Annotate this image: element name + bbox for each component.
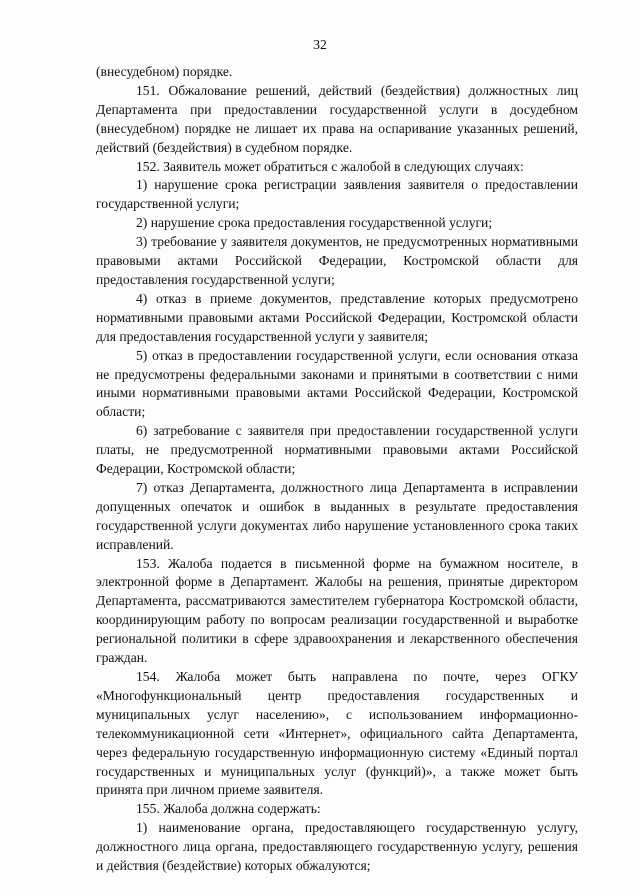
list-item-152-5: 5) отказ в предоставлении государственной услуги, если основания отказа не предусмотрены федеральными законами и принятыми в соответствии с ними иными нормативными правовыми актами Российской Федерации, Костромской области; [96,347,578,420]
paragraph-155: 155. Жалоба должна содержать: [136,801,321,817]
list-item-152-7: 7) отказ Департамента, должностного лица Департамента в исправлении допущенных опечаток и ошибок в выданных в результате предоставления государственной услуги документах либо нарушение установленного срока таких исправлений. [96,479,578,552]
paragraph-154: 154. Жалоба может быть направлена по почте, через ОГКУ «Многофункциональный центр предоставления государственных и муниципальных услуг населению», с использованием информационно-телекоммуникационной сети «Интернет», официального сайта Департамента, через федеральную государственную информационную систему «Единый портал государственных и муниципальных услуг (функций)», а также может быть принята при личном приеме заявителя. [96,669,578,798]
paragraph-153: 153. Жалоба подается в письменной форме на бумажном носителе, в электронной форме в Департамент. Жалобы на решения, принятые директором Департамента, рассматриваются заместителем губернатора Костромской области, координирующим работу по вопросам реализации государственной и выработке региональной политики в сфере здравоохранения и лекарственного обеспечения граждан. [96,555,578,666]
list-item-152-2: 2) нарушение срока предоставления государственной услуги; [136,215,493,231]
list-item-152-3: 3) требование у заявителя документов, не предусмотренных нормативными правовыми актами Российской Федерации, Костромской области для предоставления государственной услуги; [96,234,578,287]
page-number: 32 [313,37,327,52]
list-item-155-1: 1) наименование органа, предоставляющего государственную услугу, должностного лица органа, предоставляющего государственную услугу, решения и действия (бездействие) которых обжалуются; [96,820,578,874]
list-item-152-1: 1) нарушение срока регистрации заявления заявителя о предоставлении государственной услуги; [96,177,578,212]
document-body [96,63,578,876]
paragraph-151: 151. Обжалование решений, действий (бездействия) должностных лиц Департамента при предоставлении государственной услуги в досудебном (внесудебном) порядке не лишает их права на оспаривание указанных решений, действий (бездействия) в судебном порядке. [96,82,578,155]
list-item-152-4: 4) отказ в приеме документов, представление которых предусмотрено нормативными правовыми актами Российской Федерации, Костромской области для предоставления государственной услуги у заявителя; [96,290,578,344]
paragraph-152: 152. Заявитель может обратиться с жалобой в следующих случаях: [136,158,524,174]
paragraph-continuation: (внесудебном) порядке. [96,64,233,79]
list-item-152-6: 6) затребование с заявителя при предоставлении государственной услуги платы, не предусмотренной нормативными правовыми актами Российской Федерации, Костромской области; [96,423,578,477]
